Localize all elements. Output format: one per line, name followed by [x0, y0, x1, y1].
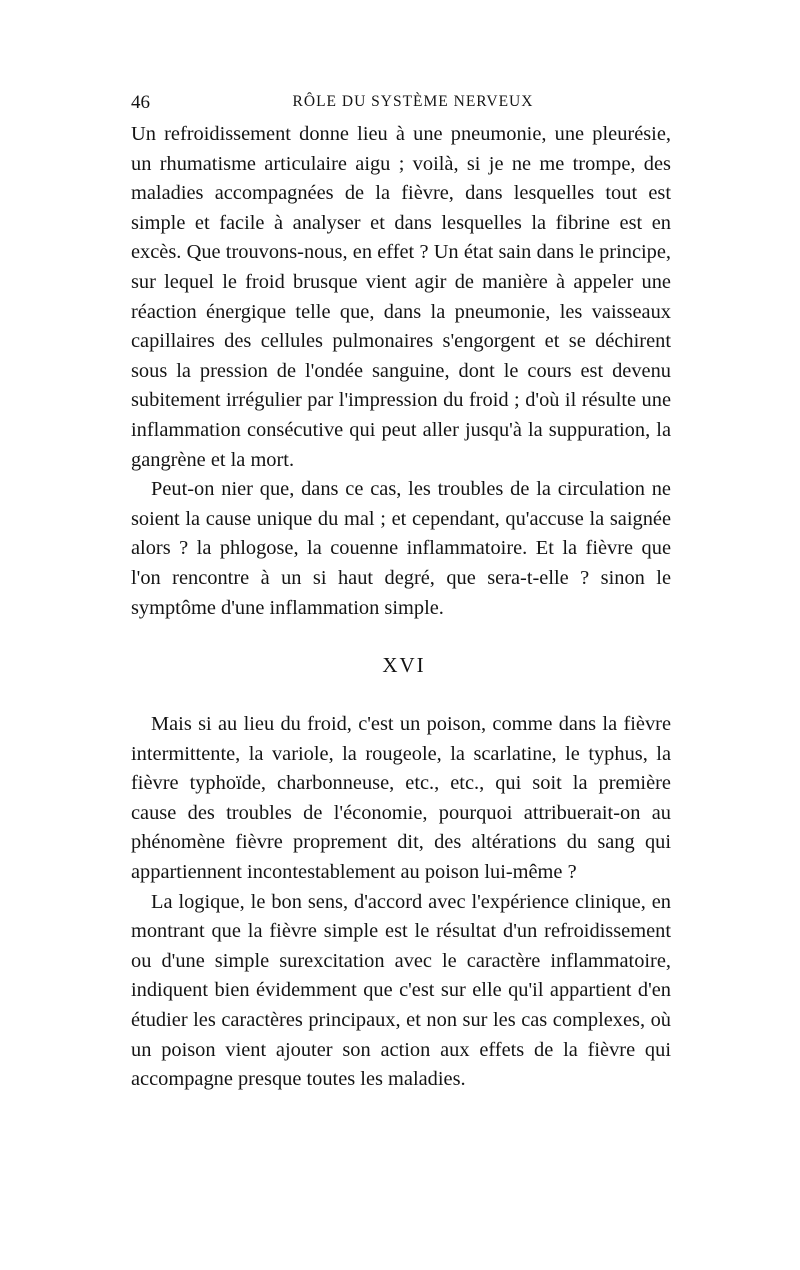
page-number: 46: [131, 92, 150, 113]
book-page: [131, 92, 671, 1095]
running-head: [131, 92, 671, 120]
running-title: RÔLE DU SYSTÈME NERVEUX: [292, 93, 534, 110]
paragraph-3: Mais si au lieu du froid, c'est un poison, comme dans la fièvre intermittente, la variole, la rougeole, la scarlatine, le typhus, la fièvre typhoïde, charbonneuse, etc., etc., qui soit la première cause des troubles de l'économie, pourquoi attribuerait-on au phénomène fièvre proprement dit, des altérations du sang qui appartiennent incontestablement au poison lui-même ?: [131, 713, 671, 884]
paragraph-2: Peut-on nier que, dans ce cas, les troubles de la circulation ne soient la cause unique du mal ; et cependant, qu'accuse la saignée alors ? la phlogose, la couenne inflammatoire. Et la fièvre que l'on rencontre à un si haut degré, que sera-t-elle ? sinon le symptôme d'une inflammation simple.: [131, 478, 671, 619]
paragraph-4: La logique, le bon sens, d'accord avec l'expérience clinique, en montrant que la fièvre simple est le résultat d'un refroidissement ou d'une simple surexcitation avec le caractère inflammatoire, indiquent bien évidemment que c'est sur elle qu'il appartient d'en étudier les caractères principaux, et non sur les cas complexes, où un poison vient ajouter son action aux effets de la fièvre qui accompagne presque toutes les maladies.: [131, 890, 671, 1091]
section-heading: XVI: [382, 653, 426, 678]
paragraph-1: Un refroidissement donne lieu à une pneumonie, une pleurésie, un rhumatisme articulaire aigu ; voilà, si je ne me trompe, des maladies accompagnées de la fièvre, dans lesquelles tout est simple et facile à analyser et dans lesquelles la fibrine est en excès. Que trouvons-nous, en effet ? Un état sain dans le principe, sur lequel le froid brusque vient agir de manière à appeler une réaction énergique telle que, dans la pneumonie, les vaisseaux capillaires des cellules pulmonaires s'engorgent et se déchirent sous la pression de l'ondée sanguine, dont le cours est devenu subitement irrégulier par l'impression du froid ; d'où il résulte une inflammation consécutive qui peut aller jusqu'à la suppuration, la gangrène et la mort.: [131, 123, 671, 471]
